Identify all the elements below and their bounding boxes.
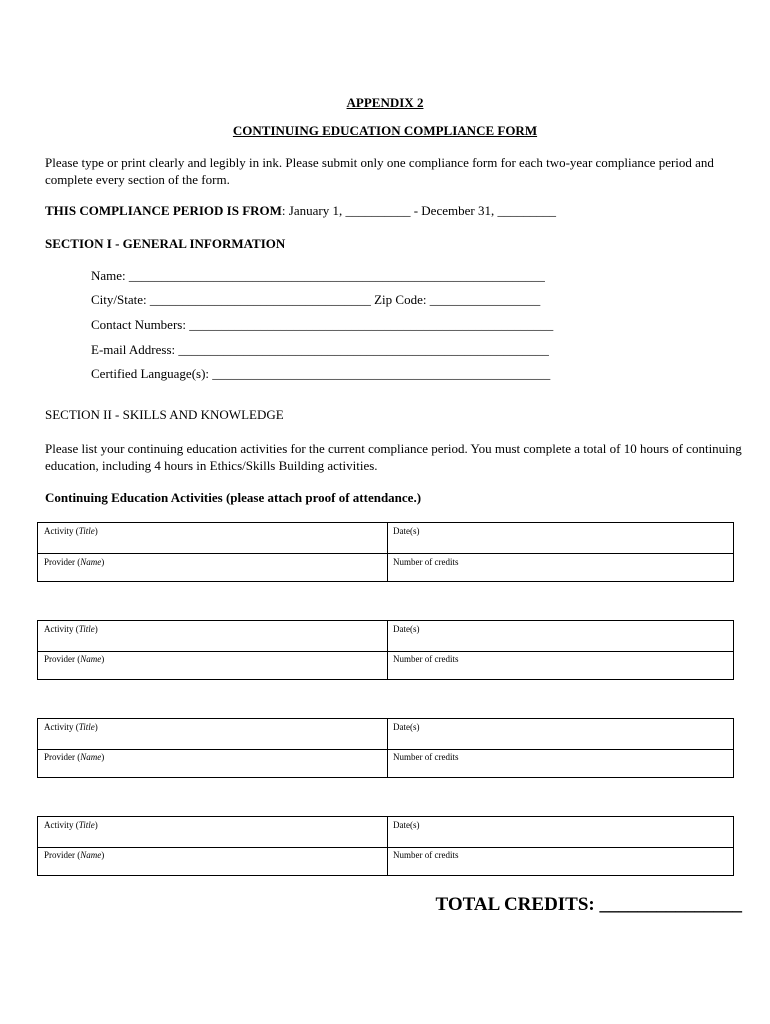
table-divider xyxy=(387,523,388,581)
table-divider xyxy=(38,553,733,554)
activity-title-cell[interactable]: Activity (Title) xyxy=(44,722,98,732)
email-field[interactable]: E-mail Address: _________________________________________________________ xyxy=(91,342,549,357)
activity-title-cell[interactable]: Activity (Title) xyxy=(44,820,98,830)
dates-cell[interactable]: Date(s) xyxy=(393,624,420,634)
certified-languages-field[interactable]: Certified Language(s): ____________________________________________________ xyxy=(91,366,551,381)
section2-heading: SECTION II - SKILLS AND KNOWLEDGE xyxy=(45,407,284,422)
dates-cell[interactable]: Date(s) xyxy=(393,526,420,536)
city-state-zip-field[interactable]: City/State: __________________________________ Zip Code: _________________ xyxy=(91,292,541,307)
number-of-credits-cell[interactable]: Number of credits xyxy=(393,850,459,860)
form-title: CONTINUING EDUCATION COMPLIANCE FORM xyxy=(232,123,538,138)
activity-table-2 xyxy=(37,620,734,680)
table-divider xyxy=(387,719,388,777)
activity-table-4 xyxy=(37,816,734,876)
intro-paragraph: Please type or print clearly and legibly in ink. Please submit only one compliance form for each two-year compliance period and complete every section of the form. xyxy=(45,155,714,187)
number-of-credits-cell[interactable]: Number of credits xyxy=(393,654,459,664)
table-divider xyxy=(38,651,733,652)
dates-cell[interactable]: Date(s) xyxy=(393,820,420,830)
activity-title-cell[interactable]: Activity (Title) xyxy=(44,624,98,634)
compliance-period xyxy=(45,202,556,219)
table-divider xyxy=(387,621,388,679)
activities-heading: Continuing Education Activities (please attach proof of attendance.) xyxy=(45,490,422,505)
table-divider xyxy=(387,817,388,875)
name-field[interactable]: Name: ________________________________________________________________ xyxy=(91,268,545,283)
appendix-heading: APPENDIX 2 xyxy=(346,95,424,110)
provider-name-cell[interactable]: Provider (Name) xyxy=(44,752,105,762)
total-credits-field[interactable]: TOTAL CREDITS: _______________ xyxy=(435,894,742,915)
provider-name-cell[interactable]: Provider (Name) xyxy=(44,654,105,664)
table-divider xyxy=(38,847,733,848)
number-of-credits-cell[interactable]: Number of credits xyxy=(393,557,459,567)
activity-table-3 xyxy=(37,718,734,778)
table-divider xyxy=(38,749,733,750)
activity-table-1 xyxy=(37,522,734,582)
contact-numbers-field[interactable]: Contact Numbers: ________________________________________________________ xyxy=(91,317,554,332)
provider-name-cell[interactable]: Provider (Name) xyxy=(44,557,105,567)
compliance-period-label: THIS COMPLIANCE PERIOD IS FROM xyxy=(45,203,282,218)
section2-instructions: Please list your continuing education activities for the current compliance period. You must complete a total of 10 hours of continuing education, including 4 hours in Ethics/Skills Building activities. xyxy=(45,441,742,473)
dates-cell[interactable]: Date(s) xyxy=(393,722,420,732)
compliance-period-value[interactable]: : January 1, __________ - December 31, _________ xyxy=(281,203,556,218)
number-of-credits-cell[interactable]: Number of credits xyxy=(393,752,459,762)
section1-heading: SECTION I - GENERAL INFORMATION xyxy=(45,236,286,251)
provider-name-cell[interactable]: Provider (Name) xyxy=(44,850,105,860)
activity-title-cell[interactable]: Activity (Title) xyxy=(44,526,98,536)
